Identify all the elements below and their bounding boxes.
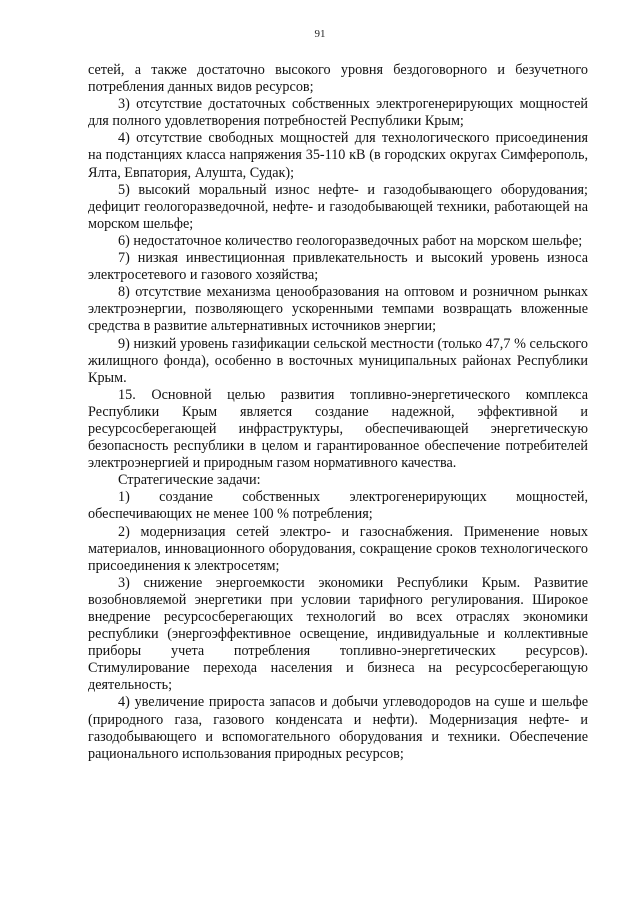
paragraph-continuation: сетей, а также достаточно высокого уровня бездоговорного и безучетного потребления данных видов ресурсов; <box>88 62 588 96</box>
paragraph-task-4: 4) увеличение прироста запасов и добычи углеводородов на суше и шельфе (природного газа, газового конденсата и нефти). Модернизация нефте- и газодобывающего и вспомогательного оборудования и техники. Обеспечение рационального использования природных ресурсов; <box>88 694 588 762</box>
paragraph-item-9: 9) низкий уровень газификации сельской местности (только 47,7 % сельского жилищного фонда), особенно в восточных муниципальных районах Республики Крым. <box>88 335 588 386</box>
paragraph-item-8: 8) отсутствие механизма ценообразования на оптовом и розничном рынках электроэнергии, позволяющего ускоренными темпами возвращать вложенные средства в развитие альтернативных источников энергии; <box>88 284 588 335</box>
paragraph-task-1: 1) создание собственных электрогенерирующих мощностей, обеспечивающих не менее 100 % потребления; <box>88 489 588 523</box>
paragraph-section-15: 15. Основной целью развития топливно-энергетического комплекса Республики Крым является создание надежной, эффективной и ресурсосберегающей инфраструктуры, обеспечивающей энергетическую безопасность республики в целом и гарантированное обеспечение потребителей электроэнергией и природным газом нормативного качества. <box>88 386 588 472</box>
paragraph-task-2: 2) модернизация сетей электро- и газоснабжения. Применение новых материалов, инновационного оборудования, сокращение сроков технологического присоединения к электросетям; <box>88 523 588 574</box>
paragraph-item-7: 7) низкая инвестиционная привлекательность и высокий уровень износа электросетевого и газового хозяйства; <box>88 250 588 284</box>
document-body <box>88 62 588 763</box>
paragraph-item-3: 3) отсутствие достаточных собственных электрогенерирующих мощностей для полного удовлетворения потребностей Республики Крым; <box>88 96 588 130</box>
paragraph-item-6: 6) недостаточное количество геологоразведочных работ на морском шельфе; <box>118 232 583 249</box>
page-number: 91 <box>314 28 326 40</box>
paragraph-task-3: 3) снижение энергоемкости экономики Республики Крым. Развитие возобновляемой энергетики при условии тарифного регулирования. Широкое внедрение ресурсосберегающих технологий во всех отраслях экономики республики (энергоэффективное освещение, индивидуальные и коллективные приборы учета потребления топливно-энергетических ресурсов). Стимулирование перехода населения и бизнеса на ресурсосберегающую деятельность; <box>88 574 588 694</box>
paragraph-item-4: 4) отсутствие свободных мощностей для технологического присоединения на подстанциях класса напряжения 35-110 кВ (в городских округах Симферополь, Ялта, Евпатория, Алушта, Судак); <box>88 130 588 181</box>
paragraph-strategic-tasks-heading: Стратегические задачи: <box>118 472 261 489</box>
paragraph-item-5: 5) высокий моральный износ нефте- и газодобывающего оборудования; дефицит геологоразведочной, нефте- и газодобывающей техники, работающей на морском шельфе; <box>88 181 588 232</box>
